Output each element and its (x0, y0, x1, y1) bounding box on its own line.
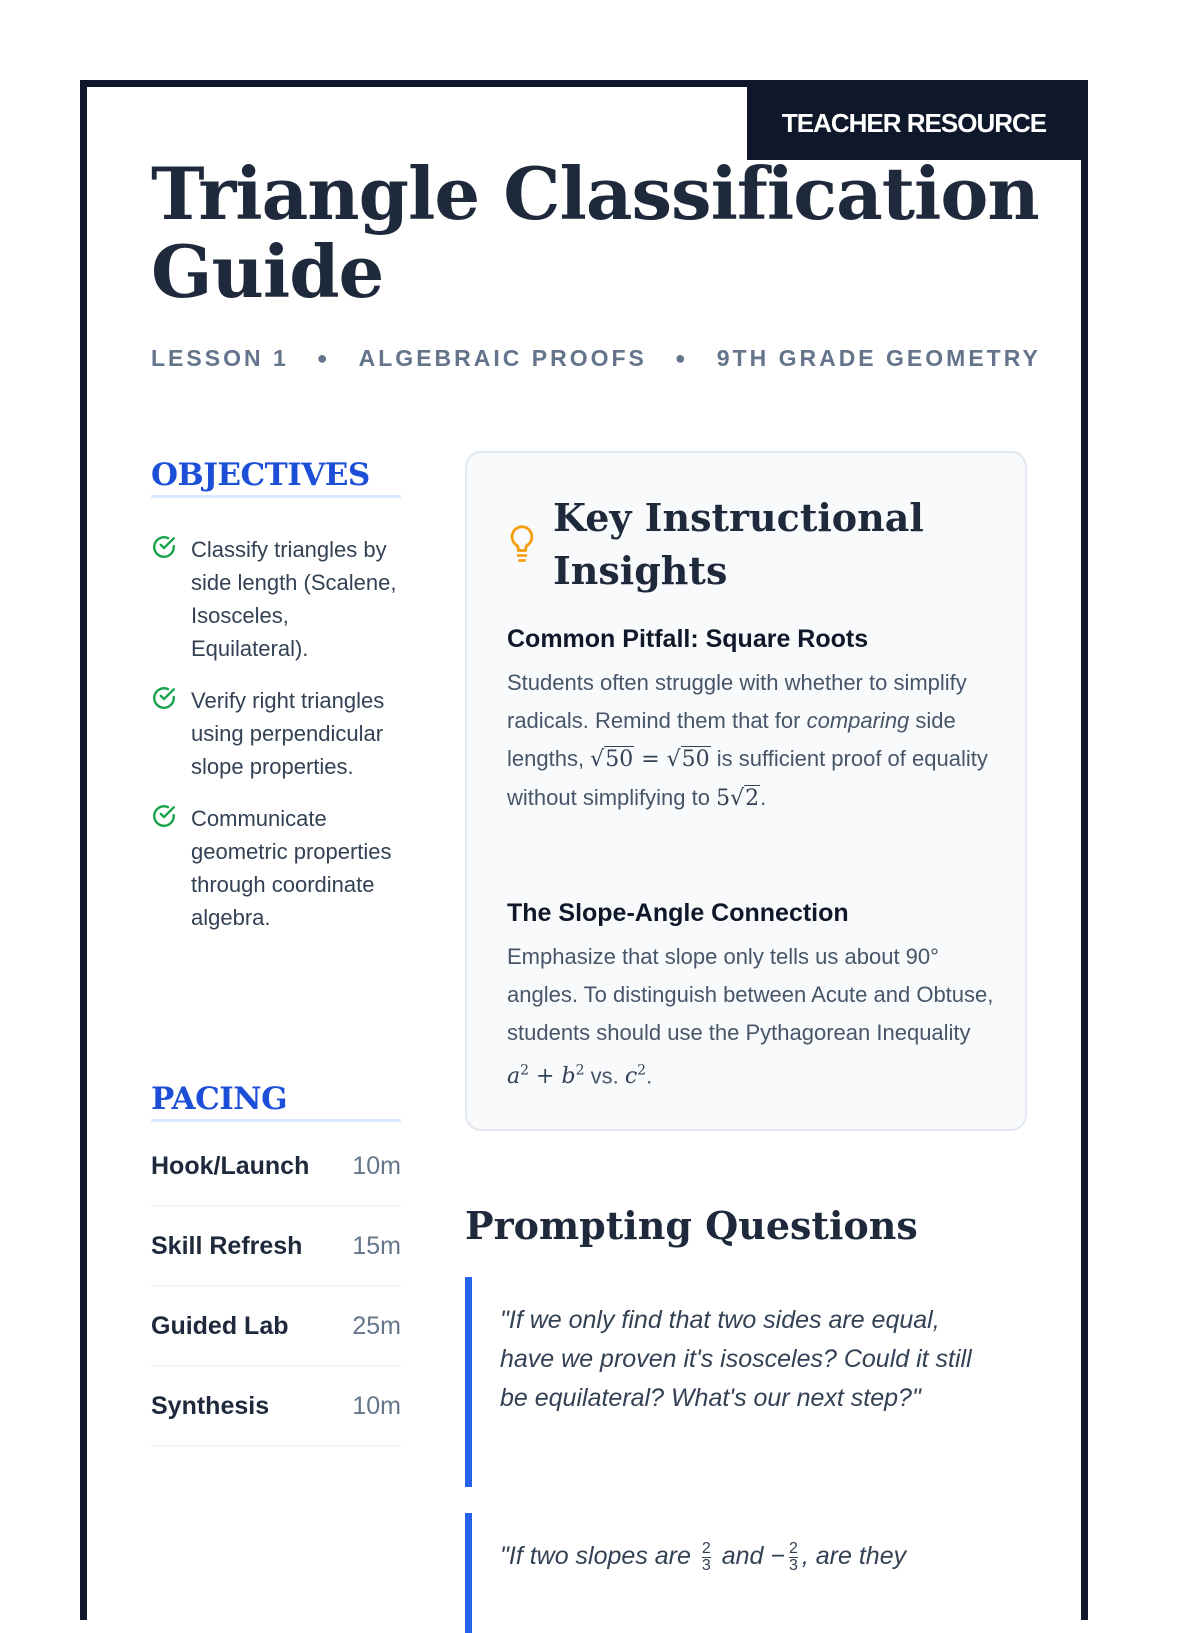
meta-unit: ALGEBRAIC PROOFS (358, 345, 647, 371)
lesson-meta (151, 345, 1041, 372)
teacher-resource-badge: TEACHER RESOURCE (747, 87, 1081, 160)
page-title: Triangle Classification Guide (151, 151, 1039, 314)
slope-angle-title: The Slope-Angle Connection (507, 899, 849, 927)
pacing-duration: 25m (352, 1311, 401, 1340)
lesson-guide-card (80, 80, 1088, 1620)
emphasis-comparing: comparing (806, 708, 910, 733)
pitfall-section (507, 625, 997, 818)
pacing-duration: 10m (352, 1151, 401, 1180)
objective-item (151, 684, 401, 783)
objective-item (151, 533, 401, 665)
key-insights-card (465, 451, 1027, 1131)
pacing-label: Synthesis (151, 1391, 270, 1420)
pythagorean-inequality: $a^2 + b^2$ (507, 1063, 585, 1090)
check-circle-icon (151, 534, 177, 560)
prompt-question: "If we only find that two sides are equal, have we proven it's isosceles? Could it still be equilateral? What's our next step?" (465, 1277, 1027, 1487)
pacing-heading: PACING (151, 1081, 401, 1122)
pacing-table (151, 1127, 401, 1447)
objective-text: Classify triangles by side length (Scalene, Isosceles, Equilateral). (191, 537, 397, 661)
pacing-label: Guided Lab (151, 1311, 289, 1340)
objectives-heading: OBJECTIVES (151, 457, 401, 498)
objectives-list (151, 533, 401, 953)
insights-title: Key Instructional Insights (553, 495, 924, 593)
objective-text: Communicate geometric properties through coordinate algebra. (191, 806, 392, 930)
meta-separator-dot: ● (674, 348, 689, 368)
pitfall-text: Students often struggle with whether to simplify radicals. Remind them that for comparing side lengths, √50 = √50 is sufficient proof of equality without simplifying to 5√2. (507, 670, 988, 811)
pacing-row (151, 1367, 401, 1447)
pacing-row (151, 1127, 401, 1207)
meta-separator-dot: ● (316, 348, 331, 368)
prompt-question: "If two slopes are $\frac{2}{3}$ and − $\frac{2}{3}$ , are they (465, 1513, 1027, 1633)
meta-grade: 9TH GRADE GEOMETRY (716, 345, 1041, 371)
objective-text: Verify right triangles using perpendicular slope properties. (191, 688, 385, 779)
meta-lesson: LESSON 1 (151, 345, 289, 371)
slope-angle-section (507, 899, 997, 1096)
sqrt-expression: √50 = √50 (590, 747, 710, 772)
pacing-duration: 15m (352, 1231, 401, 1260)
prompting-questions-heading: Prompting Questions (465, 1203, 918, 1248)
check-circle-icon (151, 685, 177, 711)
lightbulb-icon (507, 523, 537, 563)
pacing-label: Skill Refresh (151, 1231, 303, 1260)
slope-angle-text: Emphasize that slope only tells us about 90° angles. To distinguish between Acute and Obtuse, students should use the Pythagorean Inequality $a^2 + b^2$ vs. $c^2$. (507, 944, 994, 1090)
check-circle-icon (151, 803, 177, 829)
objective-item (151, 802, 401, 934)
fraction: $\frac{2}{3}$ (788, 1539, 798, 1574)
fraction: $\frac{2}{3}$ (701, 1539, 711, 1574)
simplified-radical: 5√2 (716, 786, 760, 811)
pacing-row (151, 1207, 401, 1287)
pacing-label: Hook/Launch (151, 1151, 310, 1180)
pacing-duration: 10m (352, 1391, 401, 1420)
pitfall-title: Common Pitfall: Square Roots (507, 625, 869, 653)
pacing-row (151, 1287, 401, 1367)
